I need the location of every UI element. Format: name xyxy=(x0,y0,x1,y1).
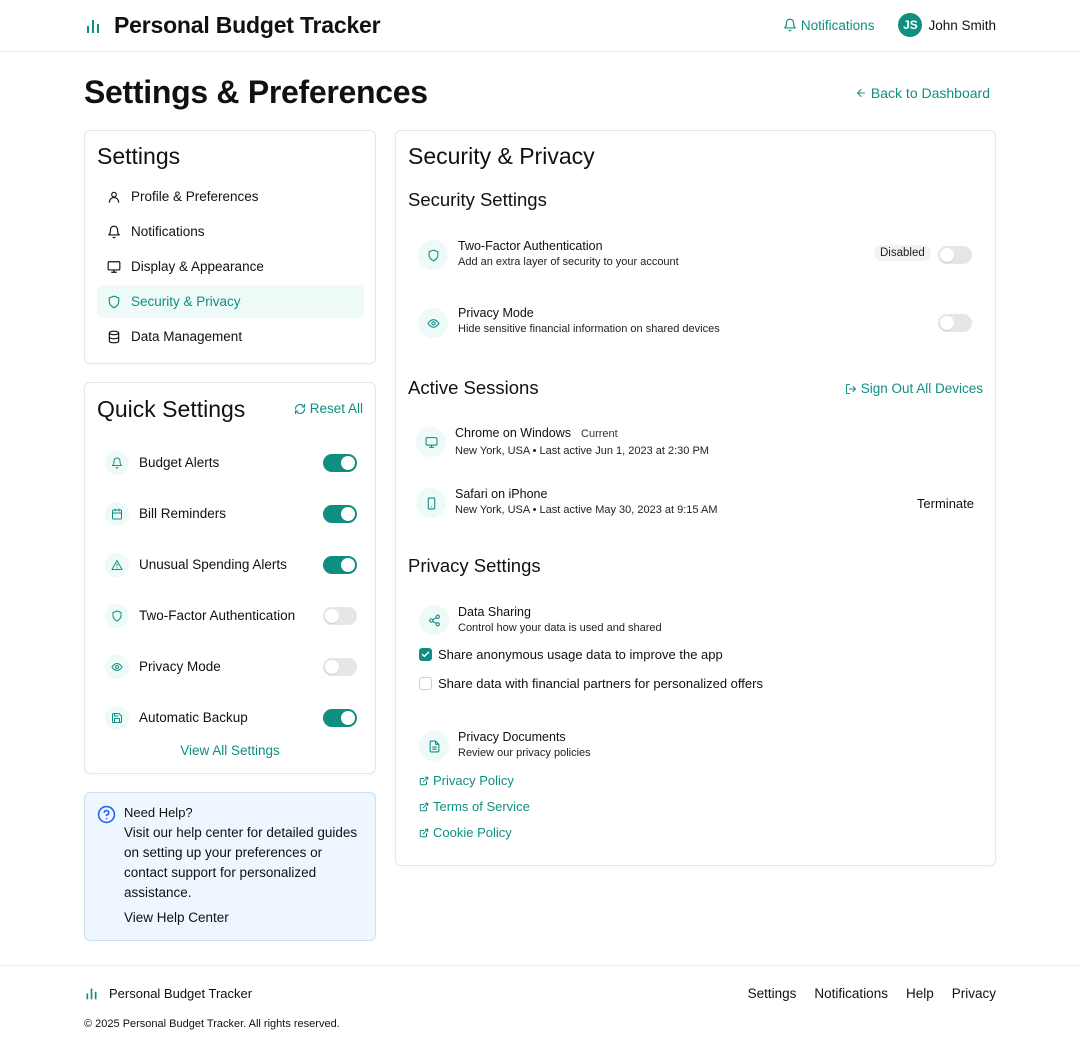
shield-icon xyxy=(107,295,121,309)
quick-setting-automatic-backup xyxy=(105,692,357,743)
help-card xyxy=(84,792,376,941)
settings-nav-title: Settings xyxy=(97,143,181,169)
sidebar-item-label: Notifications xyxy=(131,224,205,239)
data-sharing-subtitle: Control how your data is used and shared xyxy=(458,622,662,634)
footer-link-privacy[interactable]: Privacy xyxy=(951,986,996,1001)
phone-icon xyxy=(416,488,446,518)
unusual-spending-toggle[interactable] xyxy=(323,556,357,574)
shield-icon xyxy=(418,240,448,270)
checkbox-label: Share anonymous usage data to improve the app xyxy=(438,647,723,662)
monitor-icon xyxy=(107,260,121,274)
sidebar-item-label: Profile & Preferences xyxy=(131,189,259,204)
quick-setting-two-factor xyxy=(105,590,357,641)
notifications-link[interactable] xyxy=(783,18,875,33)
top-navbar xyxy=(0,0,1080,52)
help-text: Visit our help center for detailed guides on setting up your preferences or contact support for personalized assistance. xyxy=(124,825,358,900)
save-icon xyxy=(105,706,129,730)
active-sessions-heading: Active Sessions xyxy=(408,377,539,398)
panel-title: Security & Privacy xyxy=(408,143,595,169)
reset-all-button[interactable] xyxy=(294,401,363,416)
quick-setting-bill-reminders xyxy=(105,488,357,539)
security-settings-heading: Security Settings xyxy=(408,189,547,210)
terminate-session-button[interactable]: Terminate xyxy=(916,496,974,511)
privacy-mode-toggle[interactable] xyxy=(938,314,972,332)
back-label: Back to Dashboard xyxy=(870,85,990,101)
copyright: © 2025 Personal Budget Tracker. All rights reserved. xyxy=(84,1018,340,1030)
quick-setting-label: Privacy Mode xyxy=(139,659,221,674)
share-icon xyxy=(419,605,449,635)
eye-icon xyxy=(105,655,129,679)
quick-setting-budget-alerts xyxy=(105,437,357,488)
footer xyxy=(0,965,1080,1051)
security-privacy-panel xyxy=(395,130,996,866)
bar-chart-icon xyxy=(84,986,99,1001)
logout-icon xyxy=(845,383,857,395)
link-label: Privacy Policy xyxy=(433,773,514,788)
external-link-icon xyxy=(419,776,429,786)
database-icon xyxy=(107,330,121,344)
share-usage-data-checkbox[interactable] xyxy=(419,648,432,661)
footer-brand-name: Personal Budget Tracker xyxy=(109,986,253,1001)
user-name[interactable]: John Smith xyxy=(928,17,996,33)
automatic-backup-toggle[interactable] xyxy=(323,709,357,727)
sidebar-item-notifications[interactable] xyxy=(97,215,364,248)
bill-reminders-toggle[interactable] xyxy=(323,505,357,523)
session-device: Chrome on Windows xyxy=(455,426,572,440)
back-to-dashboard-link[interactable] xyxy=(855,85,990,101)
checkbox-label: Share data with financial partners for personalized offers xyxy=(438,676,763,691)
data-sharing-title: Data Sharing xyxy=(458,605,531,619)
quick-settings-card xyxy=(84,382,376,774)
sign-out-all-devices-button[interactable] xyxy=(845,381,983,396)
reset-all-label: Reset All xyxy=(309,401,363,416)
view-all-settings-link[interactable]: View All Settings xyxy=(180,743,280,758)
help-title: Need Help? xyxy=(124,805,193,820)
privacy-documents-title: Privacy Documents xyxy=(458,730,566,744)
view-help-center-link[interactable]: View Help Center xyxy=(124,910,229,925)
arrow-left-icon xyxy=(855,87,867,99)
avatar[interactable]: JS xyxy=(898,13,922,37)
two-factor-status-badge: Disabled xyxy=(874,245,931,261)
session-details: New York, USA • Last active Jun 1, 2023 at 2:30 PM xyxy=(455,445,709,457)
refresh-icon xyxy=(294,403,306,415)
eye-icon xyxy=(418,308,448,338)
external-link-icon xyxy=(419,828,429,838)
sidebar-item-data-management[interactable] xyxy=(97,320,364,353)
privacy-mode-title: Privacy Mode xyxy=(458,306,534,320)
share-usage-data-option[interactable] xyxy=(419,647,723,662)
quick-setting-unusual-spending xyxy=(105,539,357,590)
quick-setting-label: Two-Factor Authentication xyxy=(139,608,296,623)
help-circle-icon xyxy=(97,805,116,824)
sidebar-item-display[interactable] xyxy=(97,250,364,283)
sidebar-item-label: Data Management xyxy=(131,329,243,344)
external-link-icon xyxy=(419,802,429,812)
quick-setting-label: Unusual Spending Alerts xyxy=(139,557,287,572)
warning-icon xyxy=(105,553,129,577)
footer-brand xyxy=(84,986,252,1001)
sidebar-item-security[interactable] xyxy=(97,285,364,318)
footer-link-help[interactable]: Help xyxy=(905,986,934,1001)
settings-nav-card xyxy=(84,130,376,364)
quick-setting-privacy-mode xyxy=(105,641,357,692)
two-factor-subtitle: Add an extra layer of security to your account xyxy=(458,256,679,268)
two-factor-toggle[interactable] xyxy=(938,246,972,264)
quick-setting-label: Budget Alerts xyxy=(139,455,220,470)
notifications-label: Notifications xyxy=(800,17,875,33)
quick-setting-label: Automatic Backup xyxy=(139,710,248,725)
sidebar-item-label: Display & Appearance xyxy=(131,259,264,274)
sidebar-item-profile[interactable] xyxy=(97,180,364,213)
footer-link-settings[interactable]: Settings xyxy=(747,986,797,1001)
link-label: Terms of Service xyxy=(433,799,530,814)
document-icon xyxy=(419,731,449,761)
bell-icon xyxy=(105,451,129,475)
quick-setting-label: Bill Reminders xyxy=(139,506,227,521)
two-factor-toggle[interactable] xyxy=(323,607,357,625)
share-with-partners-option[interactable] xyxy=(419,676,763,691)
privacy-settings-heading: Privacy Settings xyxy=(408,555,541,576)
current-session-tag: Current xyxy=(581,428,618,440)
bell-icon xyxy=(107,225,121,239)
calendar-icon xyxy=(105,502,129,526)
session-details: New York, USA • Last active May 30, 2023 at 9:15 AM xyxy=(455,504,718,516)
footer-links xyxy=(748,986,996,1001)
footer-link-notifications[interactable]: Notifications xyxy=(814,986,888,1001)
sidebar-item-label: Security & Privacy xyxy=(131,294,241,309)
cookie-policy-link[interactable] xyxy=(419,825,512,840)
privacy-mode-toggle[interactable] xyxy=(323,658,357,676)
page-title: Settings & Preferences xyxy=(84,74,428,110)
settings-nav-list xyxy=(97,180,364,355)
user-icon xyxy=(107,190,121,204)
brand[interactable] xyxy=(84,12,380,39)
session-device: Safari on iPhone xyxy=(455,487,548,501)
terms-of-service-link[interactable] xyxy=(419,799,530,814)
bar-chart-icon xyxy=(84,17,102,35)
share-with-partners-checkbox[interactable] xyxy=(419,677,432,690)
privacy-policy-link[interactable] xyxy=(419,773,514,788)
monitor-icon xyxy=(416,427,446,457)
bell-icon xyxy=(783,18,797,32)
two-factor-title: Two-Factor Authentication xyxy=(458,239,603,253)
sign-out-all-label: Sign Out All Devices xyxy=(860,381,983,396)
privacy-documents-subtitle: Review our privacy policies xyxy=(458,747,591,759)
budget-alerts-toggle[interactable] xyxy=(323,454,357,472)
privacy-mode-subtitle: Hide sensitive financial information on shared devices xyxy=(458,323,720,335)
quick-settings-title: Quick Settings xyxy=(97,396,246,422)
app-title: Personal Budget Tracker xyxy=(114,12,381,38)
shield-icon xyxy=(105,604,129,628)
link-label: Cookie Policy xyxy=(433,825,512,840)
quick-settings-list xyxy=(105,437,357,743)
